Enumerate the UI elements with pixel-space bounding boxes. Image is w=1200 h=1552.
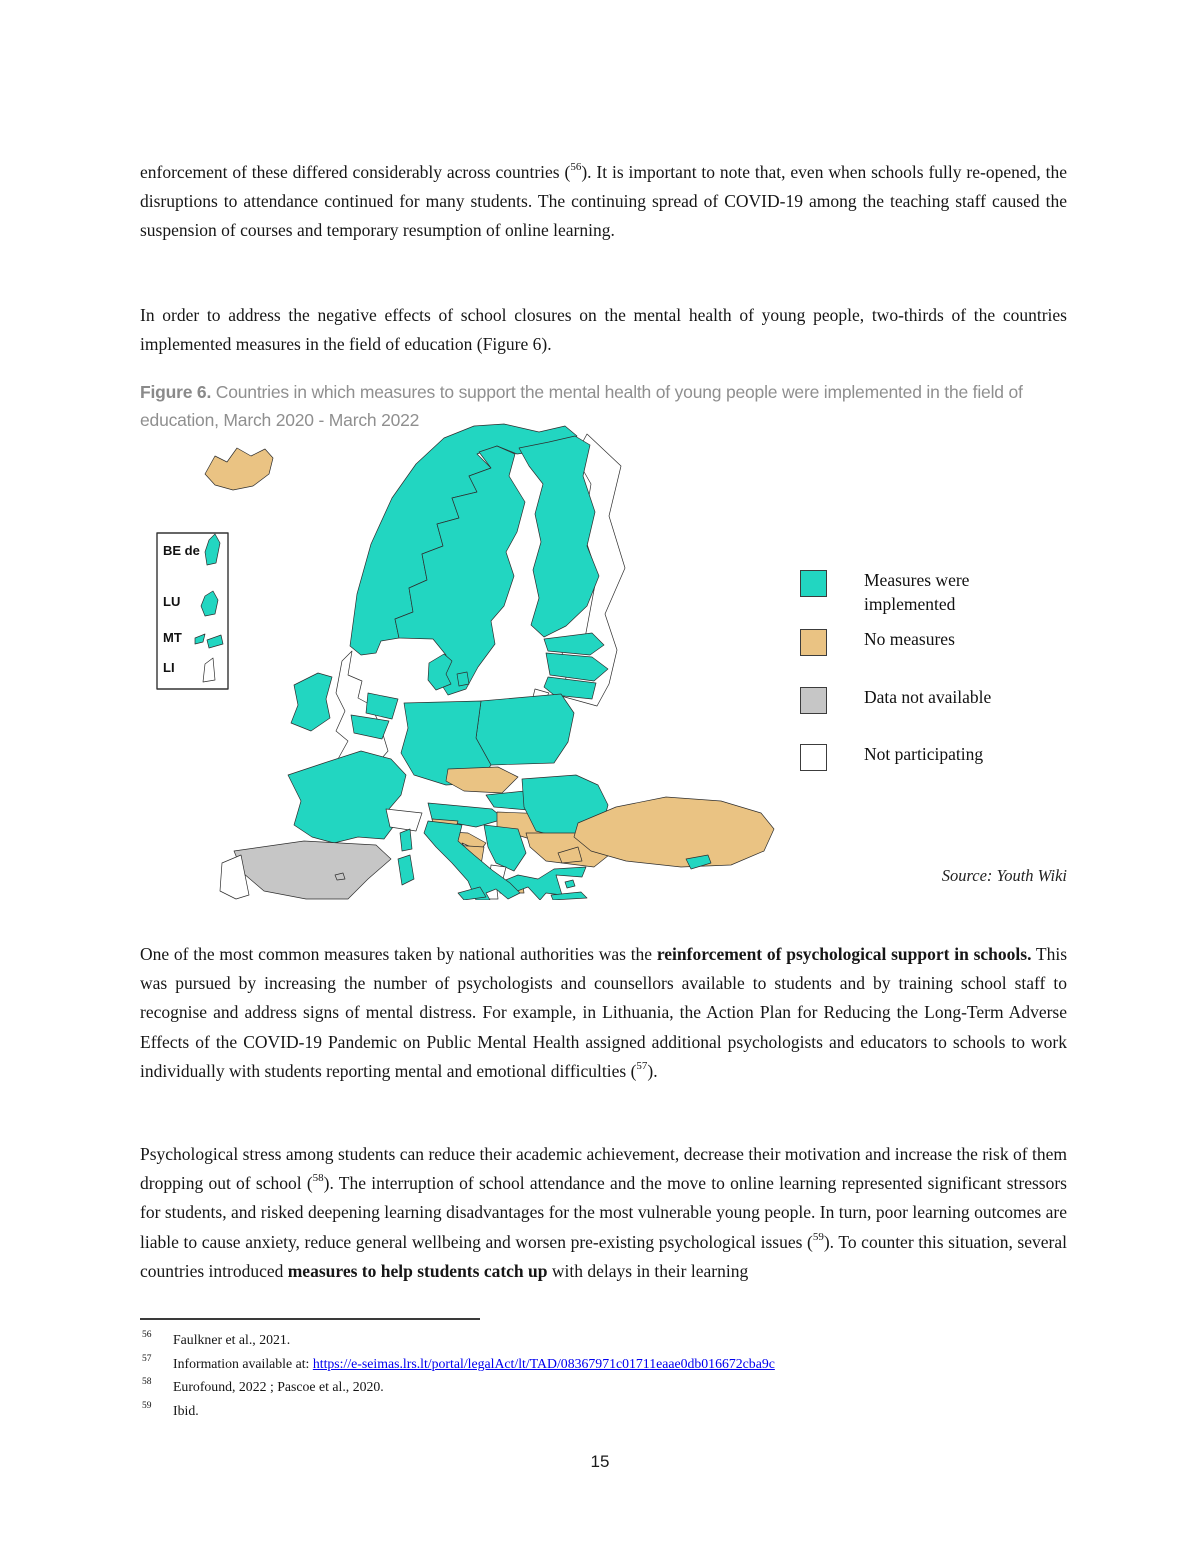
figure-caption-text: Countries in which measures to support the mental health of young people were implemented in the field of education, March 2020 - March 2022 [140, 381, 1023, 430]
footnote-57-text: Information available at: [173, 1355, 313, 1371]
paragraph-4-text: Psychological stress among students can reduce their academic achievement, decrease their motivation and increase the risk of them dropping out of school ( [140, 1143, 1067, 1193]
paragraph-3-text-end: ). [647, 1061, 658, 1082]
legend-label-not-participating: Not participating [864, 744, 984, 764]
map-country-france [288, 751, 406, 843]
map-country-spain [234, 841, 391, 899]
paragraph-1-text-cont: ). It is important to note that, even when schools fully re-opened, the disruptions to attendance continued for many students. The continuing spread of COVID-19 among the teaching staff caused the suspension of courses and temporary resumption of online learning. [140, 161, 1068, 241]
legend-label-implemented: Measures were implemented [864, 570, 970, 614]
paragraph-4-bold: measures to help students catch up [287, 1261, 548, 1282]
map-country-denmark-isles [457, 672, 469, 686]
footnote-59 [140, 1399, 1070, 1423]
footnote-ref-56: 56 [570, 160, 582, 173]
paragraph-4 [140, 1140, 1067, 1287]
paragraph-1-text: enforcement of these differed considerably across countries ( [140, 161, 571, 182]
map-country-poland [476, 694, 574, 765]
paragraph-3 [140, 940, 1067, 1087]
legend-swatch-implemented [800, 570, 827, 597]
legend-label-data-not-available: Data not available [864, 687, 992, 707]
footnote-ref-57: 57 [636, 1060, 648, 1073]
map-country-corsica [400, 829, 412, 851]
legend-swatch-data-not-available [800, 687, 827, 714]
map-country-estonia [544, 633, 604, 655]
footnote-59-number: 59 [142, 1400, 152, 1411]
paragraph-3-text-cont: This was pursued by increasing the number of psychologists and counsellors available to students and by training school staff to recognise and address signs of mental distress. For example, in Lithuania, the Action Plan for Reducing the Long-Term Adverse Effects of the COVID-19 Pandemic on Public Mental Health assigned additional psychologists and educators to schools to work individually with students reporting mental and emotional difficulties ( [140, 943, 1068, 1082]
figure-source: Source: Youth Wiki [941, 866, 1067, 885]
paragraph-4-text-cont: ). The interruption of school attendance and the move to online learning represented significant stressors for students, and risked deepening learning disadvantages for the most vulnerable young people. In turn, poor learning outcomes are liable to cause anxiety, reduce general wellbeing and worsen pre-existing psychological issues ( [140, 1172, 1067, 1252]
footnote-separator [140, 1318, 480, 1320]
map-legend [800, 562, 1080, 797]
europe-map-figure [145, 422, 790, 900]
footnote-58-number: 58 [142, 1377, 152, 1388]
paragraph-2-text: In order to address the negative effects of school closures on the mental health of young people, two-thirds of the countries implemented measures in the field of education (Figure 6). [140, 304, 1067, 354]
map-inset-label-lu: LU [163, 594, 181, 609]
footnote-58-text: Eurofound, 2022 ; Pascoe et al., 2020. [173, 1379, 384, 1395]
footnotes-block [140, 1328, 1070, 1422]
footnote-58 [140, 1375, 1070, 1399]
map-inset-label-li: LI [163, 660, 175, 675]
paragraph-4-text-end: with delays in their learning [547, 1261, 749, 1282]
figure-caption-label: Figure 6. [140, 381, 212, 402]
paragraph-4-text-cont2: ). To counter this situation, several countries introduced [140, 1231, 1067, 1282]
paragraph-3-bold: reinforcement of psychological support in schools. [656, 943, 1032, 964]
page-number: 15 [590, 1452, 610, 1471]
map-country-iceland [205, 448, 273, 490]
footnote-56 [140, 1328, 1070, 1352]
legend-swatch-not-participating [800, 744, 827, 771]
footnote-56-number: 56 [142, 1330, 152, 1340]
map-country-czechia [446, 767, 518, 793]
map-country-sardinia [398, 855, 414, 885]
paragraph-3-text: One of the most common measures taken by national authorities was the [140, 943, 657, 964]
footnote-59-text: Ibid. [173, 1402, 199, 1418]
legend-label-no-measures: No measures [864, 629, 955, 649]
footnote-ref-59: 59 [812, 1230, 824, 1243]
footnote-57 [140, 1352, 1070, 1376]
map-inset-label-mt: MT [163, 630, 182, 645]
legend-swatch-no-measures [800, 629, 827, 656]
footnote-57-number: 57 [142, 1353, 152, 1364]
map-country-greek-isles [565, 880, 575, 888]
paragraph-2 [140, 301, 1067, 360]
map-inset-label-be-de: BE de [163, 543, 200, 558]
paragraph-1 [140, 158, 1067, 246]
footnote-ref-58: 58 [312, 1171, 324, 1184]
footnote-57-hyperlink[interactable]: https://e-seimas.lrs.lt/portal/legalAct/lt/TAD/08367971c01711eaae0db016672cba9c [312, 1355, 775, 1371]
map-country-ireland [291, 673, 332, 731]
footnote-56-text: Faulkner et al., 2021. [173, 1332, 291, 1347]
